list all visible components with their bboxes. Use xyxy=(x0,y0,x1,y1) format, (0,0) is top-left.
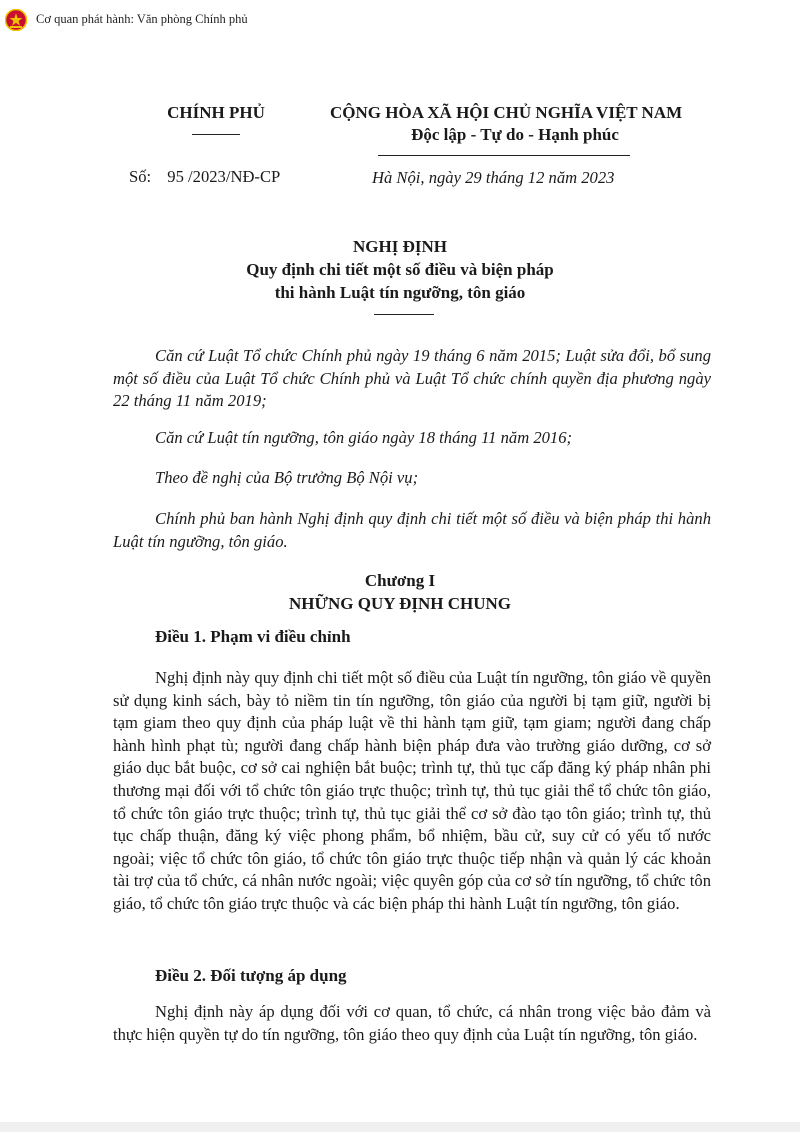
preamble-legal-basis-2: Căn cứ Luật tín ngưỡng, tôn giáo ngày 18 tháng 11 năm 2016; xyxy=(155,428,573,447)
page-bottom-edge xyxy=(0,1122,800,1132)
chapter-number: Chương I xyxy=(364,571,436,590)
document-number xyxy=(129,167,280,187)
place-date: Hà Nội, ngày 29 tháng 12 năm 2023 xyxy=(372,168,615,187)
document-type: NGHỊ ĐỊNH xyxy=(353,237,447,256)
national-emblem-icon xyxy=(5,9,27,31)
national-title: CỘNG HÒA XÃ HỘI CHỦ NGHĨA VIỆT NAM xyxy=(330,103,683,122)
issuer-bar xyxy=(0,0,800,40)
document-subtitle-line1: Quy định chi tiết một số điều và biện pháp xyxy=(246,260,554,279)
doc-number-value: 95 xyxy=(167,167,184,186)
doc-number-suffix: /2023/NĐ-CP xyxy=(188,167,281,186)
issuer-text: Cơ quan phát hành: Văn phòng Chính phủ xyxy=(36,12,248,26)
article-2-body: Nghị định này áp dụng đối với cơ quan, tổ chức, cá nhân trong việc bảo đảm và thực hiện quyền tự do tín ngưỡng, tôn giáo theo quy định của Luật tín ngưỡng, tôn giáo. xyxy=(113,1002,711,1044)
article-1-heading: Điều 1. Phạm vi điều chỉnh xyxy=(155,627,351,646)
agency-title-underline xyxy=(192,134,240,135)
preamble-enactment: Chính phủ ban hành Nghị định quy định chi tiết một số điều và biện pháp thi hành Luật tín ngưỡng, tôn giáo. xyxy=(113,509,711,551)
doc-number-label: Số: xyxy=(129,167,152,186)
document-subtitle-line2: thi hành Luật tín ngưỡng, tôn giáo xyxy=(274,283,526,302)
agency-title: CHÍNH PHỦ xyxy=(167,103,265,122)
chapter-title: NHỮNG QUY ĐỊNH CHUNG xyxy=(288,594,512,613)
article-2-heading: Điều 2. Đối tượng áp dụng xyxy=(155,966,347,985)
preamble-proposal: Theo đề nghị của Bộ trưởng Bộ Nội vụ; xyxy=(155,468,419,487)
national-motto: Độc lập - Tự do - Hạnh phúc xyxy=(411,125,619,144)
title-underline xyxy=(374,314,434,315)
article-1-body: Nghị định này quy định chi tiết một số điều của Luật tín ngưỡng, tôn giáo về quyền sử dụng kinh sách, bày tỏ niềm tin tín ngưỡng, tôn giáo của người bị tạm giữ, người bị tạm giam theo quy định của pháp luật về thi hành tạm giữ, tạm giam; người đang chấp hành hình phạt tù; người đang chấp hành biện pháp đưa vào trường giáo dưỡng, cơ sở giáo dục bắt buộc, cơ sở cai nghiện bắt buộc; trình tự, thủ tục cấp đăng ký pháp nhân phi thương mại đối với tổ chức tôn giáo trực thuộc; trình tự, thủ tục giải thể tổ chức tôn giáo, tổ chức tôn giáo trực thuộc; trình tự, thủ tục giải thể cơ sở đào tạo tôn giáo; trình tự, thủ tục chấp thuận, đăng ký việc phong phẩm, bổ nhiệm, bầu cử, suy cử có yếu tố nước ngoài; việc tổ chức tôn giáo, tổ chức tôn giáo trực thuộc tiếp nhận và quản lý các khoản tài trợ của tổ chức, cá nhân nước ngoài; việc quyên góp của cơ sở tín ngưỡng, tổ chức tôn giáo, tổ chức tôn giáo trực thuộc và các biện pháp thi hành Luật tín ngưỡng, tôn giáo. xyxy=(113,668,711,913)
motto-underline xyxy=(378,155,630,156)
preamble-legal-basis-1: Căn cứ Luật Tổ chức Chính phủ ngày 19 tháng 6 năm 2015; Luật sửa đổi, bổ sung một số điều của Luật Tổ chức Chính phủ và Luật Tổ chức chính quyền địa phương ngày 22 tháng 11 năm 2019; xyxy=(113,346,711,410)
